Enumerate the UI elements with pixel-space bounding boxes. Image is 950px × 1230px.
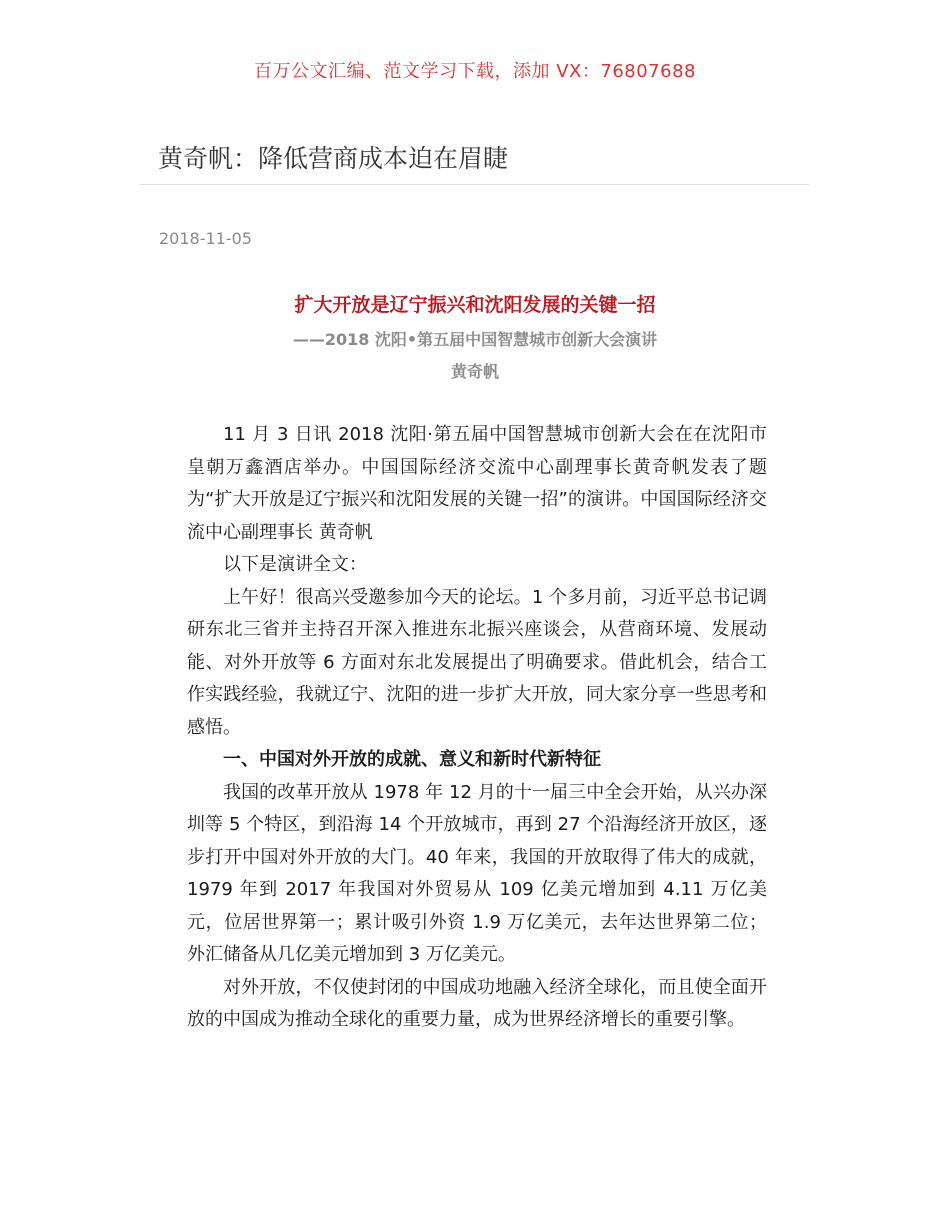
title-divider <box>140 184 810 185</box>
body-paragraph-history: 我国的改革开放从 1978 年 12 月的十一届三中全会开始，从兴办深圳等 5 个特区，到沿海 14 个开放城市，再到 27 个沿海经济开放区，逐步打开中国对外开放的大门。40 年来，我国的开放取得了伟大的成就，1979 年到 2017 年我国对外贸易从 109 亿美元增加到 4.11 万亿美元，位居世界第一；累计吸引外资 1.9 万亿美元，去年达世界第二位；外汇储备从几亿美元增加到 3 万亿美元。 <box>187 781 767 965</box>
section-heading: 一、中国对外开放的成就、意义和新时代新特征 <box>223 749 601 770</box>
body-paragraph-greeting: 上午好！很高兴受邀参加今天的论坛。1 个多月前，习近平总书记调研东北三省并主持召开深入推进东北振兴座谈会，从营商环境、发展动能、对外开放等 6 方面对东北发展提出了明确要求。借此机会，结合工作实践经验，我就辽宁、沈阳的进一步扩大开放，同大家分享一些思考和感悟。 <box>187 586 767 738</box>
article-body <box>187 419 767 1037</box>
body-paragraph-intro: 11 月 3 日讯 2018 沈阳·第五届中国智慧城市创新大会在在沈阳市皇朝万鑫酒店举办。中国国际经济交流中心副理事长黄奇帆发表了题为“扩大开放是辽宁振兴和沈阳发展的关键一招”的演讲。中国国际经济交流中心副理事长 黄奇帆 <box>187 424 767 543</box>
body-paragraph-significance: 对外开放，不仅使封闭的中国成功地融入经济全球化，而且使全面开放的中国成为推动全球化的重要力量，成为世界经济增长的重要引擎。 <box>187 976 767 1030</box>
speech-author: 黄奇帆 <box>450 362 499 381</box>
body-paragraph-lead: 以下是演讲全文： <box>223 554 367 575</box>
page-title: 黄奇帆：降低营商成本迫在眉睫 <box>158 144 509 173</box>
speech-subheading: ——2018 沈阳•第五届中国智慧城市创新大会演讲 <box>292 330 658 349</box>
promo-banner: 百万公文汇编、范文学习下载，添加 VX：76807688 <box>254 61 696 82</box>
speech-heading: 扩大开放是辽宁振兴和沈阳发展的关键一招 <box>294 294 656 316</box>
publish-date: 2018-11-05 <box>159 229 252 248</box>
